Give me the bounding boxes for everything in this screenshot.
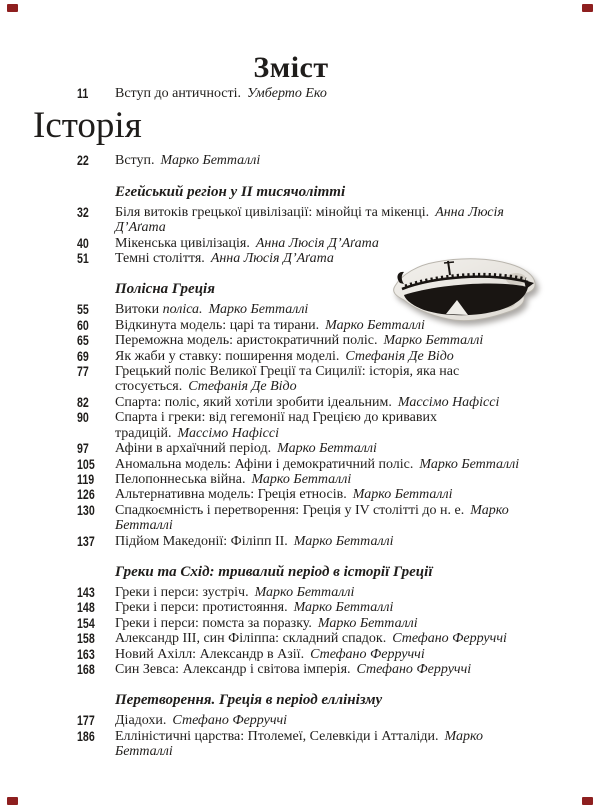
entry-title: Спадкоємність і перетворення: Греція у IV столітті до н. е. (115, 502, 465, 518)
entry-text (115, 616, 537, 631)
entry-text (115, 631, 537, 646)
entry-title: Переможна модель: аристократичний поліс. (115, 333, 378, 349)
entry-text (115, 333, 537, 348)
toc-entry (77, 236, 600, 251)
entry-author: Марко Бетталлі (317, 615, 418, 631)
entry-author: Марко Бетталлі (352, 487, 453, 503)
entry-page-number: 51 (77, 250, 89, 267)
entry-text (115, 236, 537, 251)
entry-author: Умберто Еко (247, 86, 327, 101)
ship-pottery-sherd-image (388, 255, 540, 327)
toc-group (77, 183, 600, 267)
entry-title: Александр III, син Філіппа: складний спадок. (115, 631, 387, 647)
toc-group (77, 563, 600, 677)
entry-title: Діадохи. (115, 713, 167, 729)
entry-text (115, 410, 537, 441)
entry-title: Темні століття. (115, 251, 205, 267)
entry-author: Марко Бетталлі (115, 502, 509, 534)
entry-page-number: 137 (77, 532, 95, 549)
entry-title: Витоки (115, 302, 163, 318)
entry-title: Як жаби у ставку: поширення моделі. (115, 348, 340, 364)
toc-entry (77, 662, 600, 677)
entry-author: Анна Люсія Д’Аґата (210, 251, 334, 267)
entry-title: Елліністичні царства: Птолемеї, Селевкіди і Атталіди. (115, 728, 439, 744)
corner-mark-bottom-left (7, 797, 18, 805)
entry-page-number: 65 (77, 332, 89, 349)
toc-entry (77, 457, 600, 472)
section-header: Греки та Схід: тривалий період в історії Греції (115, 563, 433, 580)
entry-text (115, 585, 537, 600)
entry-page-number: 69 (77, 347, 89, 364)
entry-text (115, 534, 537, 549)
toc-entry (77, 713, 600, 728)
entry-text (115, 713, 537, 728)
entry-author: Марко Бетталлі (293, 533, 394, 549)
section-header: Перетворення. Греція в період еллінізму (115, 692, 383, 709)
entry-page-number: 119 (77, 470, 95, 487)
entry-author: Марко Бетталлі (254, 584, 355, 600)
entry-page-number: 40 (77, 234, 89, 251)
toc-entry (77, 729, 600, 760)
toc-entry (77, 487, 600, 502)
entry-title: Спарта: поліс, який хотіли зробити ідеальним. (115, 394, 392, 410)
entry-text (115, 503, 537, 534)
toc-entry (77, 600, 600, 615)
entry-page-number: 32 (77, 203, 89, 220)
entry-page-number: 143 (77, 583, 95, 600)
entry-text (115, 349, 537, 364)
entry-title: Афіни в архаїчний період. (115, 441, 272, 457)
toc-entry (77, 395, 600, 410)
entry-title: Вступ до античності. (115, 86, 242, 101)
toc-entry (77, 441, 600, 456)
entry-title: Мікенська цивілізація. (115, 235, 250, 251)
entry-title: Пелопоннеська війна. (115, 471, 246, 487)
toc-entry (77, 534, 600, 549)
front-matter-entry-container (0, 86, 600, 101)
entry-page-number: 163 (77, 645, 95, 662)
section-header: Егейський регіон у II тисячолітті (115, 183, 346, 200)
entry-author: Марко Бетталлі (115, 728, 483, 760)
entry-title: Новий Ахілл: Александр в Азії. (115, 646, 305, 662)
toc-entry (77, 503, 600, 534)
entry-page-number: 126 (77, 486, 95, 503)
entry-author: Стефанія Де Відо (345, 348, 454, 364)
corner-mark-top-left (7, 4, 18, 12)
entry-page-number: 154 (77, 614, 95, 631)
toc-entry (77, 631, 600, 646)
toc-entry (77, 616, 600, 631)
entry-author: Марко Бетталлі (160, 153, 261, 169)
entry-text (115, 662, 537, 677)
entry-author: Стефано Ферруччі (356, 661, 472, 677)
toc-entry (77, 205, 600, 236)
entry-page-number: 22 (77, 152, 89, 169)
toc-entry (77, 364, 600, 395)
toc-group (77, 153, 600, 168)
corner-mark-top-right (582, 4, 593, 12)
entry-page-number: 77 (77, 363, 89, 380)
entry-page-number: 97 (77, 440, 89, 457)
section-header: Полісна Греція (115, 281, 215, 298)
entry-title: Відкинута модель: царі та тирани. (115, 317, 320, 333)
toc-entry (77, 585, 600, 600)
entry-author: Анна Люсія Д’Аґата (255, 235, 379, 251)
entry-text (115, 364, 537, 395)
entry-page-number: 177 (77, 712, 95, 729)
entry-author: Массімо Нафіссі (397, 394, 500, 410)
entry-page-number: 168 (77, 660, 95, 677)
entry-text (115, 395, 537, 410)
entry-title: Аномальна модель: Афіни і демократичний поліс. (115, 456, 414, 472)
entry-author: Марко Бетталлі (293, 600, 394, 616)
entry-text (115, 441, 537, 456)
entry-text (115, 729, 537, 760)
entry-page-number: 82 (77, 393, 89, 410)
entry-page-number: 90 (77, 409, 89, 426)
entry-title: Альтернативна модель: Греція етносів. (115, 487, 347, 503)
entry-page-number: 60 (77, 316, 89, 333)
entry-text (115, 472, 537, 487)
entry-author: Стефанія Де Відо (188, 379, 297, 395)
entry-page-number: 11 (77, 85, 89, 101)
entry-title: Греки і перси: протистояння. (115, 600, 288, 616)
toc-entry (77, 647, 600, 662)
entry-author: Стефано Ферруччі (392, 631, 507, 647)
entry-text (115, 487, 537, 502)
corner-mark-bottom-right (582, 797, 593, 805)
toc-entry (77, 333, 600, 348)
entry-author: Стефано Ферруччі (172, 713, 288, 729)
entry-text (115, 457, 537, 472)
toc-entry (77, 153, 600, 168)
page-title: Зміст (253, 51, 329, 84)
entry-author: Массімо Нафіссі (177, 425, 279, 441)
entry-page-number: 158 (77, 630, 95, 647)
entry-page-number: 55 (77, 301, 89, 318)
entry-text (115, 153, 537, 168)
toc-entry (77, 410, 600, 441)
entry-author: Марко Бетталлі (383, 333, 484, 349)
entry-text (115, 647, 537, 662)
entry-page-number: 130 (77, 501, 95, 518)
entry-author: Марко Бетталлі (208, 302, 309, 318)
entry-page-number: 148 (77, 599, 95, 616)
entry-text (115, 86, 537, 101)
toc-entry (77, 349, 600, 364)
entry-title: поліса. (162, 302, 203, 318)
toc-group (77, 691, 600, 759)
entry-author: Анна Люсія Д’Аґата (115, 204, 504, 236)
entry-title: Греки і перси: зустріч. (115, 584, 249, 600)
entry-page-number: 105 (77, 455, 95, 472)
entry-title: Підйом Македонії: Філіпп II. (115, 533, 288, 549)
entry-author: Марко Бетталлі (277, 441, 377, 457)
part-heading: Історія (33, 105, 142, 147)
entry-page-number: 186 (77, 727, 95, 744)
entry-title: Біля витоків грецької цивілізації: мінойці та мікенці. (115, 204, 430, 220)
entry-title: Греки і перси: помста за поразку. (115, 615, 312, 631)
entry-author: Стефано Ферруччі (310, 646, 425, 662)
toc-groups (0, 153, 600, 759)
entry-author: Марко Бетталлі (419, 456, 520, 472)
entry-text (115, 600, 537, 615)
entry-title: Грецький поліс Великої Греції та Сицилії: історія, яка нас стосується. (115, 364, 460, 395)
toc-entry (77, 472, 600, 487)
entry-text (115, 205, 537, 236)
entry-title: Вступ. (115, 153, 155, 169)
toc-entry (77, 86, 600, 101)
entry-title: Спарта і греки: від гегемонії над Грецією до кривавих традицій. (115, 410, 437, 441)
entry-title: Син Зевса: Александр і світова імперія. (115, 661, 351, 677)
entry-author: Марко Бетталлі (251, 471, 352, 487)
entry-author: Марко Бетталлі (325, 317, 425, 333)
